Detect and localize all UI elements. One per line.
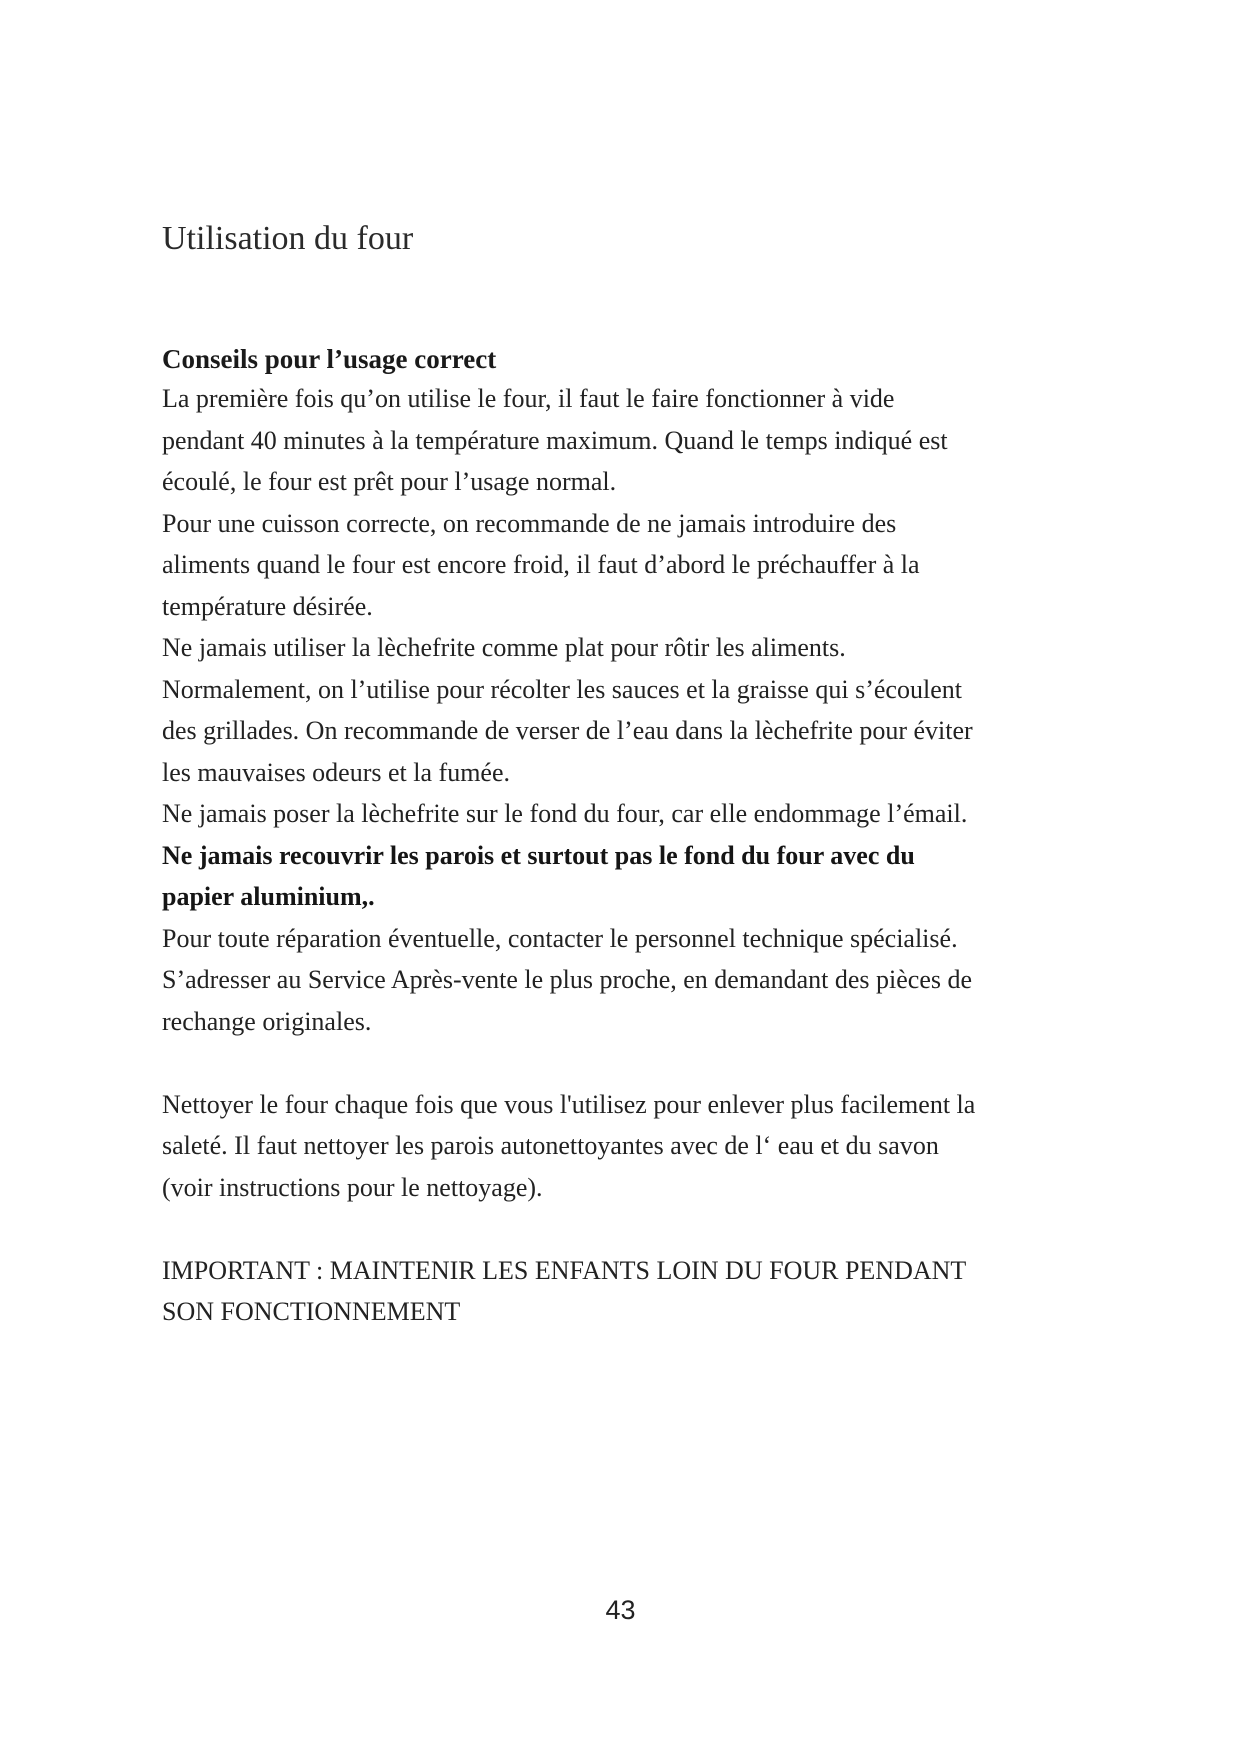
paragraph-gap [162,1208,1102,1250]
important-line-1: IMPORTANT : MAINTENIR LES ENFANTS LOIN DU FOUR PENDANT [162,1255,967,1285]
body-line-16: rechange originales. [162,1006,372,1036]
body-line-8: Normalement, on l’utilise pour récolter les sauces et la graisse qui s’écoulent [162,674,962,704]
page-number: 43 [605,1595,636,1625]
page-title: Utilisation du four [162,220,414,257]
cleaning-line-2: saleté. Il faut nettoyer les parois autonettoyantes avec de l‘ eau et du savon [162,1131,939,1160]
body-line-6: température désirée. [162,591,373,621]
body-line-1: La première fois qu’on utilise le four, il faut le faire fonctionner à vide [162,384,895,413]
body-line-5: aliments quand le four est encore froid, il faut d’abord le préchauffer à la [162,550,920,579]
cleaning-line-3: (voir instructions pour le nettoyage). [162,1172,543,1202]
body-line-7: Ne jamais utiliser la lèchefrite comme plat pour rôtir les aliments. [162,633,846,662]
body-line-10: les mauvaises odeurs et la fumée. [162,757,510,787]
important-line-2: SON FONCTIONNEMENT [162,1297,461,1326]
paragraph-gap [162,1042,1102,1084]
body-line-9: des grillades. On recommande de verser de l’eau dans la lèchefrite pour éviter [162,716,973,745]
section-heading: Conseils pour l’usage correct [162,344,497,374]
body-line-4: Pour une cuisson correcte, on recommande de ne jamais introduire des [162,508,897,538]
body-line-2: pendant 40 minutes à la température maximum. Quand le temps indiqué est [162,425,948,455]
cleaning-line-1: Nettoyer le four chaque fois que vous l'utilisez pour enlever plus facilement la [162,1089,976,1119]
body-line-3: écoulé, le four est prêt pour l’usage normal. [162,467,617,496]
warning-line-1: Ne jamais recouvrir les parois et surtout pas le fond du four avec du [162,840,915,870]
body-line-14: Pour toute réparation éventuelle, contacter le personnel technique spécialisé. [162,923,958,953]
body-line-11: Ne jamais poser la lèchefrite sur le fond du four, car elle endommage l’émail. [162,799,968,828]
page-content [162,216,1102,1333]
warning-line-2: papier aluminium,. [162,882,375,911]
body-line-15: S’adresser au Service Après-vente le plus proche, en demandant des pièces de [162,965,973,994]
